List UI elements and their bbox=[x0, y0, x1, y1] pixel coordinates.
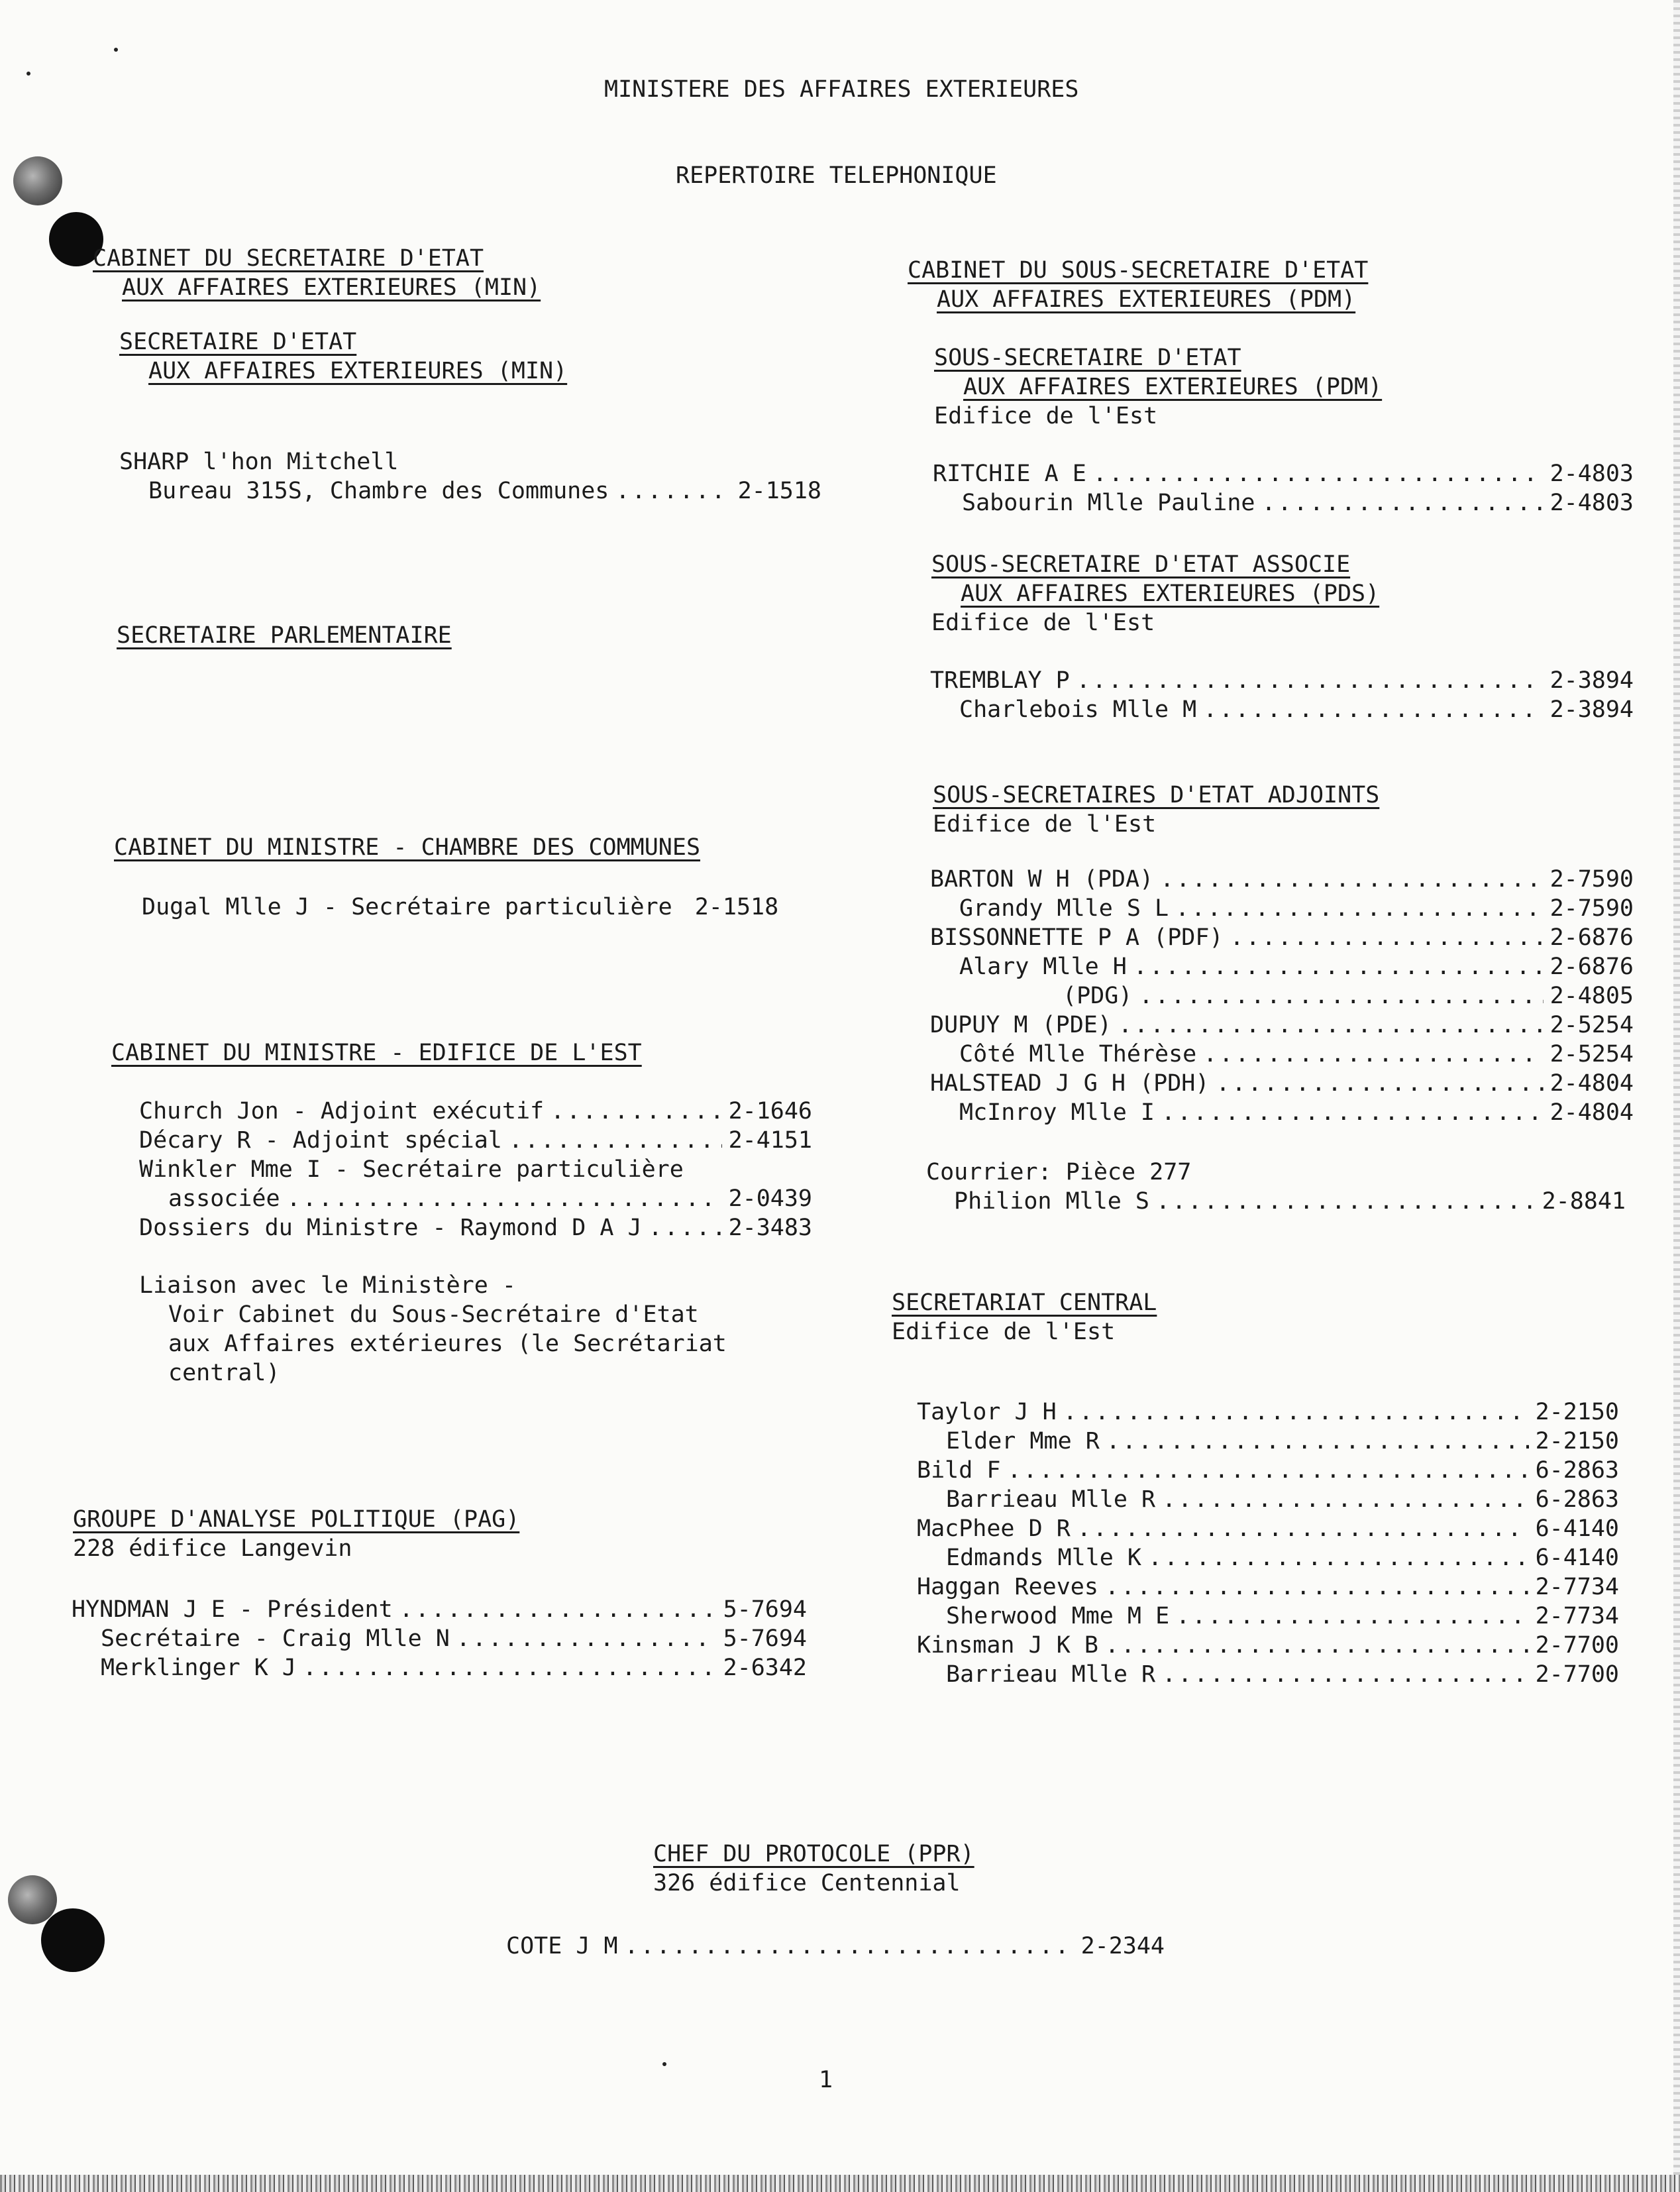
secretaire-etat-heading bbox=[119, 327, 567, 386]
entry-name: Sherwood Mme M E bbox=[946, 1603, 1170, 1629]
protocole-heading bbox=[653, 1839, 974, 1898]
entry-phone: 2-4151 bbox=[728, 1127, 812, 1154]
heading-line: AUX AFFAIRES EXTERIEURES (MIN) bbox=[148, 358, 568, 384]
directory-entry bbox=[959, 956, 1634, 985]
entry-phone: 6-2863 bbox=[1535, 1486, 1619, 1513]
leader-dots bbox=[1093, 463, 1544, 486]
scan-speck bbox=[114, 48, 118, 52]
entry-name: Kinsman J K B bbox=[917, 1632, 1098, 1659]
entry-phone: 6-2863 bbox=[1535, 1457, 1619, 1484]
leader-dots bbox=[625, 1935, 1075, 1958]
directory-entry bbox=[946, 1547, 1619, 1576]
leader-dots bbox=[1133, 956, 1544, 979]
directory-entry bbox=[959, 1101, 1634, 1130]
leader-dots bbox=[1175, 897, 1543, 920]
entry-name: BISSONNETTE P A (PDF) bbox=[930, 924, 1224, 951]
directory-entry bbox=[946, 1430, 1619, 1459]
heading-line: SOUS-SECRETAIRE D'ETAT ASSOCIE bbox=[931, 551, 1351, 578]
entry-name: MacPhee D R bbox=[917, 1515, 1071, 1542]
heading-line: SECRETARIAT CENTRAL bbox=[892, 1289, 1157, 1316]
directory-entry bbox=[946, 1605, 1619, 1634]
directory-entry bbox=[101, 1627, 807, 1657]
entry-name: DUPUY M (PDE) bbox=[930, 1012, 1112, 1038]
directory-entry bbox=[917, 1459, 1619, 1488]
directory-entry bbox=[917, 1634, 1619, 1663]
entry-name: Barrieau Mlle R bbox=[946, 1661, 1156, 1688]
leader-dots bbox=[615, 480, 731, 503]
entry-phone: 2-5254 bbox=[1549, 1012, 1634, 1038]
entry-name: RITCHIE A E bbox=[933, 461, 1086, 487]
scan-bottom-strip bbox=[0, 2175, 1680, 2192]
directory-entry bbox=[933, 463, 1634, 492]
directory-entry bbox=[930, 1014, 1634, 1043]
entry-phone: 2-7590 bbox=[1549, 866, 1634, 893]
directory-entry bbox=[139, 1129, 812, 1158]
leader-dots bbox=[1262, 492, 1544, 515]
entry-phone: 2-5254 bbox=[1549, 1041, 1634, 1068]
scan-speck bbox=[662, 2062, 666, 2066]
secretariat-central-heading bbox=[892, 1288, 1157, 1346]
entry-phone: 2-3894 bbox=[1549, 667, 1634, 694]
heading-location: 326 édifice Centennial bbox=[653, 1870, 961, 1896]
entry-phone: 2-7734 bbox=[1535, 1574, 1619, 1600]
directory-entry bbox=[139, 1100, 812, 1129]
entry-phone: 2-1518 bbox=[694, 894, 779, 920]
directory-entry bbox=[959, 897, 1634, 926]
entry-phone: 2-7734 bbox=[1535, 1603, 1619, 1629]
leader-dots bbox=[1203, 1043, 1543, 1066]
leader-dots bbox=[1063, 1401, 1529, 1424]
leader-dots bbox=[1156, 1190, 1536, 1213]
heading-line: CABINET DU SECRETAIRE D'ETAT bbox=[93, 245, 484, 272]
dugal-entry bbox=[142, 896, 778, 919]
directory-entry bbox=[962, 492, 1634, 521]
entry-name: Bureau 315S, Chambre des Communes bbox=[148, 478, 609, 504]
cabinet-est-heading: CABINET DU MINISTRE - EDIFICE DE L'EST bbox=[111, 1040, 642, 1066]
pag-heading: GROUPE D'ANALYSE POLITIQUE (PAG) bbox=[73, 1506, 520, 1533]
entry-name: Côté Mlle Thérèse bbox=[959, 1041, 1197, 1068]
entry-phone: 2-1646 bbox=[728, 1098, 812, 1124]
leader-dots bbox=[1230, 926, 1544, 950]
entry-phone: 2-4804 bbox=[1549, 1070, 1634, 1097]
directory-entry bbox=[946, 1488, 1619, 1517]
entry-name: (PDG) bbox=[1063, 983, 1133, 1009]
entry-name: Sabourin Mlle Pauline bbox=[962, 490, 1255, 516]
directory-entry bbox=[1063, 985, 1634, 1014]
entry-name: HYNDMAN J E - Président bbox=[72, 1596, 393, 1623]
directory-entry bbox=[959, 698, 1634, 728]
entry-name: Merklinger K J bbox=[101, 1655, 297, 1681]
entry-name: McInroy Mlle I bbox=[959, 1099, 1155, 1126]
entry-phone: 2-6876 bbox=[1549, 954, 1634, 980]
leader-dots bbox=[287, 1187, 722, 1211]
heading-location: Edifice de l'Est bbox=[892, 1319, 1116, 1345]
entry-phone: 2-2150 bbox=[1535, 1428, 1619, 1454]
directory-entry bbox=[930, 868, 1634, 897]
leader-dots bbox=[1203, 698, 1543, 722]
leader-dots bbox=[456, 1627, 717, 1651]
directory-entry bbox=[930, 669, 1634, 698]
scan-edge bbox=[1673, 0, 1680, 2192]
ministry-title: MINISTERE DES AFFAIRES EXTERIEURES bbox=[604, 76, 1079, 103]
entry-name: Barrieau Mlle R bbox=[946, 1486, 1156, 1513]
directory-entry bbox=[168, 1187, 812, 1217]
entry-phone: 2-7700 bbox=[1535, 1661, 1619, 1688]
directory-entry bbox=[917, 1576, 1619, 1605]
entry-name: HALSTEAD J G H (PDH) bbox=[930, 1070, 1210, 1097]
pag-location: 228 édifice Langevin bbox=[73, 1535, 352, 1562]
note-line: central) bbox=[168, 1360, 280, 1386]
entry-name: Charlebois Mlle M bbox=[959, 696, 1197, 723]
entry-phone: 2-6876 bbox=[1549, 924, 1634, 951]
entry-phone: 5-7694 bbox=[723, 1596, 807, 1623]
directory-entry bbox=[946, 1663, 1619, 1692]
entry-name: Edmands Mlle K bbox=[946, 1545, 1142, 1571]
sous-secretaire-associe-heading bbox=[931, 550, 1379, 637]
leader-dots bbox=[303, 1657, 717, 1680]
entry-phone: 2-7700 bbox=[1535, 1632, 1619, 1659]
leader-dots bbox=[1077, 1517, 1529, 1541]
entry-name: COTE J M bbox=[506, 1933, 618, 1959]
entry-phone: 2-6342 bbox=[723, 1655, 807, 1681]
entry-name: BARTON W H (PDA) bbox=[930, 866, 1154, 893]
directory-entry bbox=[917, 1401, 1619, 1430]
leader-dots bbox=[1160, 868, 1543, 891]
entry-name: Haggan Reeves bbox=[917, 1574, 1098, 1600]
heading-line: AUX AFFAIRES EXTERIEURES (PDM) bbox=[937, 286, 1356, 313]
entry-phone: 6-4140 bbox=[1535, 1545, 1619, 1571]
punch-hole-bottom-ring bbox=[8, 1875, 57, 1924]
entry-phone: 2-2344 bbox=[1080, 1933, 1165, 1959]
entry-phone: 6-4140 bbox=[1535, 1515, 1619, 1542]
heading-line: AUX AFFAIRES EXTERIEURES (PDS) bbox=[961, 580, 1380, 607]
entry-name: Bild F bbox=[917, 1457, 1001, 1484]
entry-name: Dugal Mlle J - Secrétaire particulière bbox=[142, 894, 672, 920]
leader-dots bbox=[1176, 1605, 1528, 1628]
directory-entry bbox=[959, 1043, 1634, 1072]
entry-name: associée bbox=[168, 1185, 280, 1212]
entry-phone: 2-7590 bbox=[1549, 895, 1634, 922]
scan-speck bbox=[26, 72, 30, 76]
cabinet-communes-heading: CABINET DU MINISTRE - CHAMBRE DES COMMUNES bbox=[114, 834, 701, 861]
directory-entry bbox=[506, 1935, 1165, 1964]
entry-phone: 2-4803 bbox=[1549, 461, 1634, 487]
leader-dots bbox=[1161, 1101, 1544, 1124]
entry-phone: 2-4803 bbox=[1549, 490, 1634, 516]
leader-dots bbox=[509, 1129, 722, 1152]
entry-phone: 2-8841 bbox=[1542, 1188, 1626, 1215]
entry-phone: 2-2150 bbox=[1535, 1399, 1619, 1425]
entry-phone: 2-1518 bbox=[737, 478, 821, 504]
heading-line: CHEF DU PROTOCOLE (PPR) bbox=[653, 1841, 974, 1867]
entry-name: Secrétaire - Craig Mlle N bbox=[101, 1625, 450, 1652]
entry-name: Grandy Mlle S L bbox=[959, 895, 1169, 922]
courrier-label: Courrier: Pièce 277 bbox=[926, 1159, 1192, 1185]
entry-name: Décary R - Adjoint spécial bbox=[139, 1127, 502, 1154]
leader-dots bbox=[1162, 1488, 1528, 1511]
heading-line: SOUS-SECRETAIRES D'ETAT ADJOINTS bbox=[933, 782, 1380, 808]
entry-phone: 2-4805 bbox=[1549, 983, 1634, 1009]
leader-dots bbox=[649, 1217, 722, 1240]
punch-hole-bottom bbox=[41, 1908, 105, 1972]
liaison-note bbox=[139, 1271, 727, 1388]
leader-dots bbox=[1148, 1547, 1529, 1570]
entry-phone: 5-7694 bbox=[723, 1625, 807, 1652]
heading-line: CABINET DU SOUS-SECRETAIRE D'ETAT bbox=[908, 257, 1369, 284]
entry-name: Philion Mlle S bbox=[954, 1188, 1150, 1215]
entry-name: Alary Mlle H bbox=[959, 954, 1127, 980]
directory-entry bbox=[101, 1657, 807, 1686]
directory-entry bbox=[930, 926, 1634, 956]
page-title: REPERTOIRE TELEPHONIQUE bbox=[676, 162, 997, 189]
entry-name: Elder Mme R bbox=[946, 1428, 1100, 1454]
secretaire-parlementaire-heading: SECRETAIRE PARLEMENTAIRE bbox=[117, 622, 452, 649]
leader-dots bbox=[1118, 1014, 1544, 1037]
leader-dots bbox=[1162, 1663, 1528, 1686]
leader-dots bbox=[551, 1100, 721, 1123]
heading-location: Edifice de l'Est bbox=[934, 403, 1158, 429]
directory-entry bbox=[72, 1598, 807, 1627]
sous-secretaires-adjoints-heading bbox=[933, 781, 1379, 839]
sharp-office-entry bbox=[148, 480, 821, 509]
entry-name: Winkler Mme I - Secrétaire particulière bbox=[139, 1156, 684, 1183]
heading-line: SOUS-SECRETAIRE D'ETAT bbox=[934, 345, 1241, 371]
heading-location: Edifice de l'Est bbox=[931, 610, 1155, 636]
entry-phone: 2-0439 bbox=[728, 1185, 812, 1212]
sharp-name: SHARP l'hon Mitchell bbox=[119, 449, 399, 475]
entry-name: Dossiers du Ministre - Raymond D A J bbox=[139, 1215, 642, 1241]
entry-phone: 2-4804 bbox=[1549, 1099, 1634, 1126]
entry-name: TREMBLAY P bbox=[930, 667, 1070, 694]
entry-name: Taylor J H bbox=[917, 1399, 1057, 1425]
note-line: Liaison avec le Ministère - bbox=[139, 1272, 516, 1299]
cabinet-secretaire-heading bbox=[93, 244, 541, 302]
directory-entry bbox=[954, 1190, 1626, 1219]
entry-phone: 2-3483 bbox=[728, 1215, 812, 1241]
heading-line: SECRETAIRE D'ETAT bbox=[119, 329, 357, 355]
note-line: aux Affaires extérieures (le Secrétariat bbox=[168, 1331, 727, 1357]
heading-line: AUX AFFAIRES EXTERIEURES (PDM) bbox=[963, 374, 1383, 400]
leader-dots bbox=[1007, 1459, 1528, 1482]
page-number: 1 bbox=[819, 2067, 833, 2093]
leader-dots bbox=[399, 1598, 717, 1621]
entry-name: Church Jon - Adjoint exécutif bbox=[139, 1098, 545, 1124]
leader-dots bbox=[1105, 1634, 1529, 1657]
note-line: Voir Cabinet du Sous-Secrétaire d'Etat bbox=[168, 1301, 699, 1328]
directory-entry bbox=[917, 1517, 1619, 1547]
leader-dots bbox=[1216, 1072, 1543, 1095]
cabinet-sous-secretaire-heading bbox=[908, 256, 1368, 314]
heading-line: AUX AFFAIRES EXTERIEURES (MIN) bbox=[122, 274, 541, 301]
sous-secretaire-heading bbox=[934, 343, 1382, 431]
heading-location: Edifice de l'Est bbox=[933, 811, 1157, 838]
entry-phone: 2-3894 bbox=[1549, 696, 1634, 723]
leader-dots bbox=[1106, 1430, 1529, 1453]
directory-entry bbox=[930, 1072, 1634, 1101]
punch-hole-top-ring bbox=[13, 156, 62, 205]
leader-dots bbox=[1139, 985, 1543, 1008]
directory-entry bbox=[139, 1217, 812, 1246]
leader-dots bbox=[1076, 669, 1544, 692]
leader-dots bbox=[1105, 1576, 1529, 1599]
